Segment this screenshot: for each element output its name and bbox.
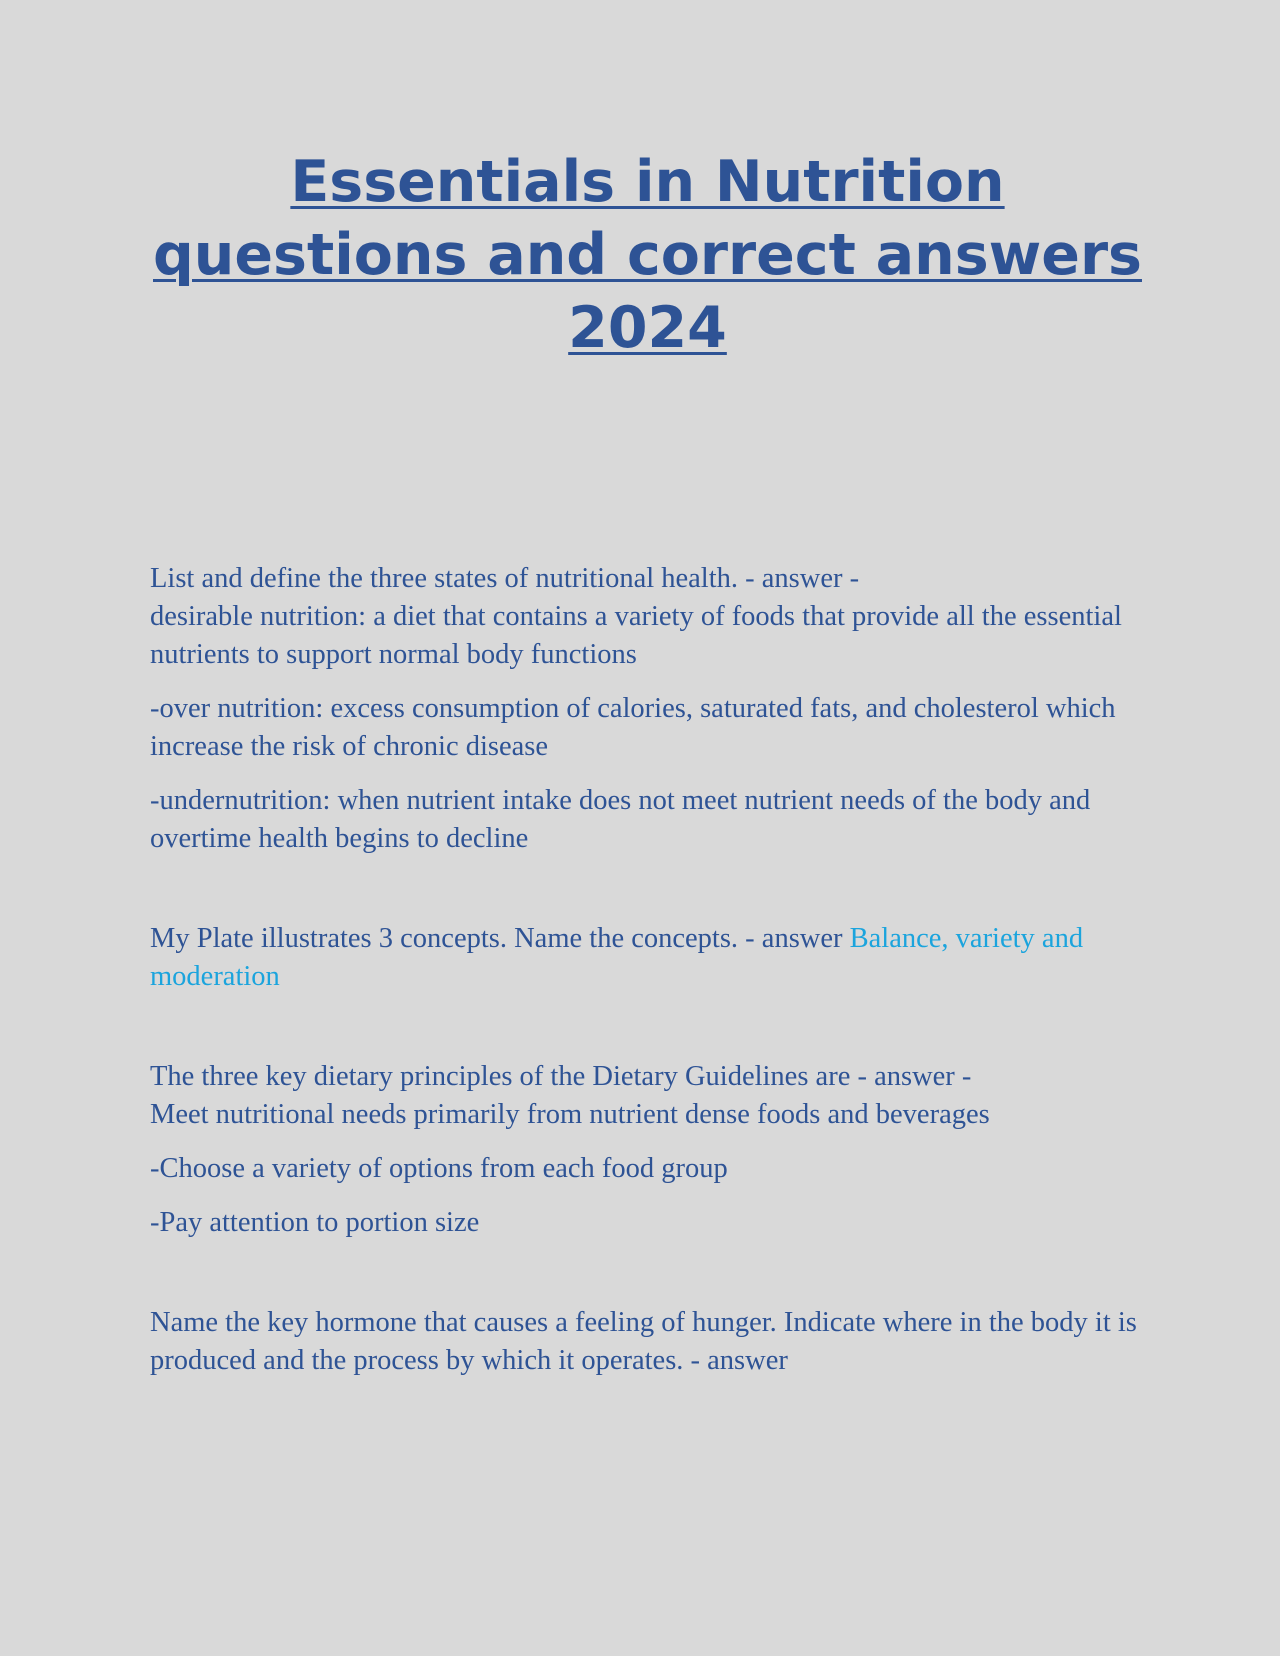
qa-item-1 bbox=[150, 560, 1150, 674]
question-text: The three key dietary principles of the Dietary Guidelines are - answer - bbox=[150, 1061, 972, 1092]
document-body bbox=[150, 560, 1150, 1396]
qa-item-3 bbox=[150, 1058, 1150, 1134]
answer-paragraph: -Choose a variety of options from each food group bbox=[150, 1153, 728, 1184]
answer-paragraph: -over nutrition: excess consumption of calories, saturated fats, and cholesterol which increase the risk of chronic disease bbox=[150, 693, 1116, 762]
spacer bbox=[150, 1012, 1150, 1058]
answer-text: Meet nutritional needs primarily from nutrient dense foods and beverages bbox=[150, 1099, 990, 1130]
question-text: List and define the three states of nutritional health. - answer - bbox=[150, 563, 860, 594]
spacer bbox=[150, 874, 1150, 920]
question-text: My Plate illustrates 3 concepts. Name the concepts. - answer bbox=[150, 923, 843, 954]
question-text: Name the key hormone that causes a feeling of hunger. Indicate where in the body it is produced and the process by which it operates. - answer bbox=[150, 1307, 1137, 1376]
document-title: Essentials in Nutrition questions and correct answers 2024 bbox=[153, 149, 1142, 361]
qa-item-2 bbox=[150, 920, 1150, 996]
answer-paragraph: -Pay attention to portion size bbox=[150, 1207, 480, 1238]
qa-item-4 bbox=[150, 1304, 1150, 1380]
spacer bbox=[150, 1258, 1150, 1304]
answer-text: desirable nutrition: a diet that contains a variety of foods that provide all the essential nutrients to support normal body functions bbox=[150, 601, 1122, 670]
answer-paragraph: -undernutrition: when nutrient intake does not meet nutrient needs of the body and overtime health begins to decline bbox=[150, 785, 1091, 854]
highlighted-answer: Balance, variety and moderation bbox=[150, 923, 1084, 992]
